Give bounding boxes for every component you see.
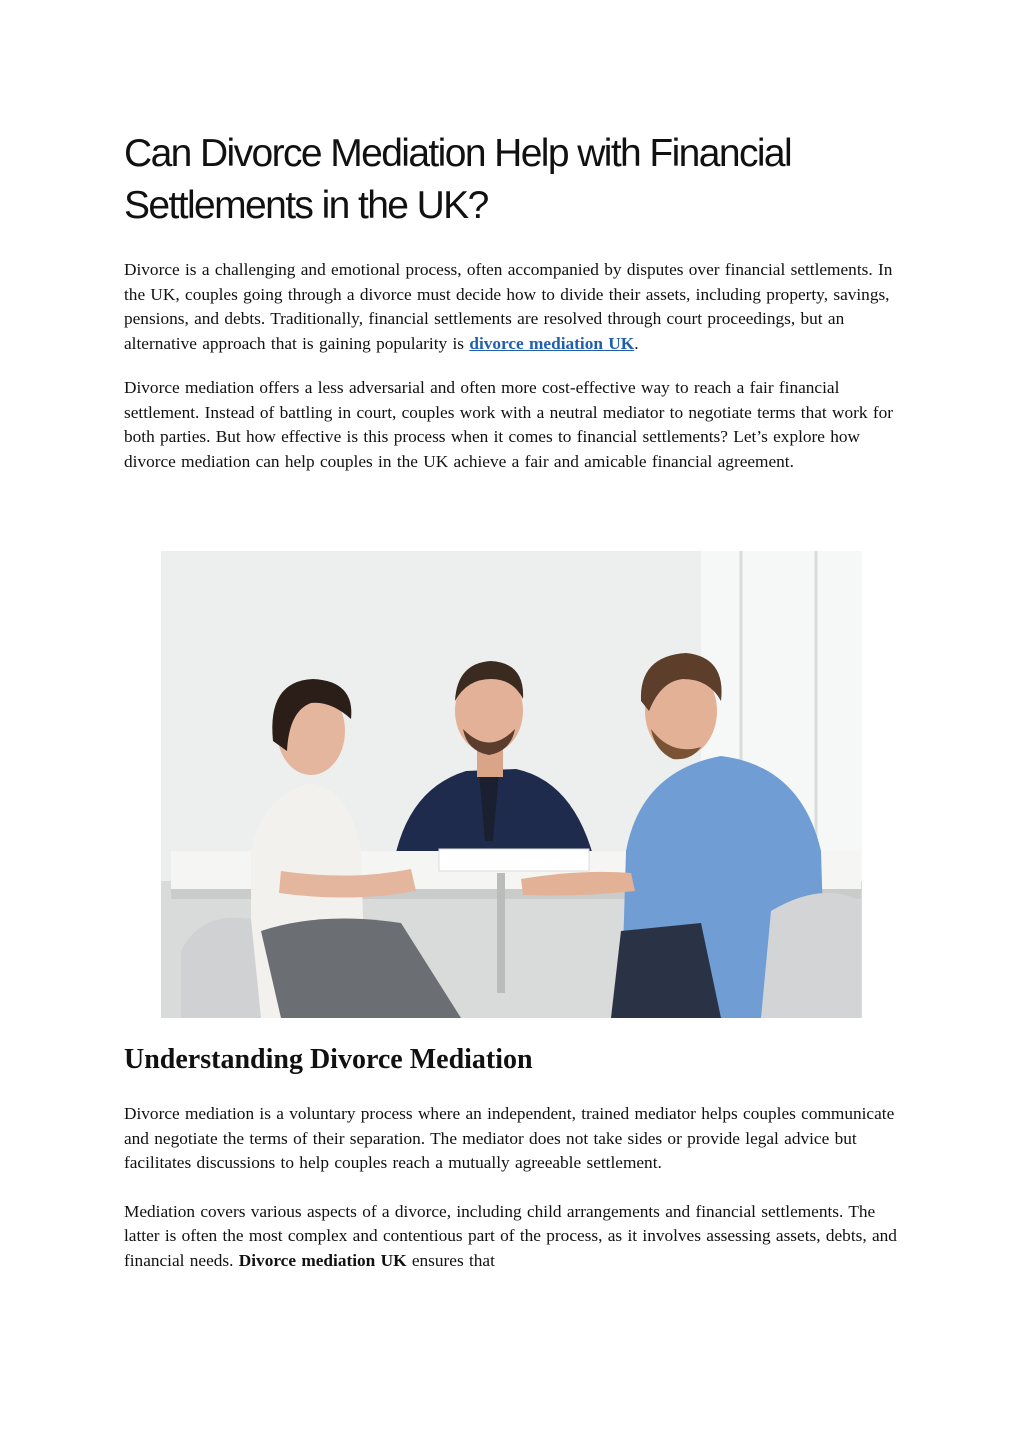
mediation-meeting-photo	[161, 551, 862, 1018]
intro-paragraph-1	[124, 258, 904, 356]
intro-paragraph-2: Divorce mediation offers a less adversarial and often more cost-effective way to reach a fair financial settlement. Instead of battling in court, couples work with a neutral mediator to negotiate terms that work for both parties. But how effective is this process when it comes to financial settlements? Let’s explore how divorce mediation can help couples in the UK achieve a fair and amicable financial agreement.	[124, 378, 894, 471]
intro-paragraph-1-end: .	[634, 333, 639, 353]
intro-paragraph-1-text: Divorce is a challenging and emotional process, often accompanied by disputes over financial settlements. In the UK, couples going through a divorce must decide how to divide their assets, including property, savings, pensions, and debts. Traditionally, financial settlements are resolved through court proceedings, but an alternative approach that is gaining popularity is	[124, 260, 893, 353]
divorce-mediation-uk-link[interactable]: divorce mediation UK	[469, 333, 635, 353]
article	[124, 128, 904, 496]
section-heading: Understanding Divorce Mediation	[124, 1044, 533, 1075]
section-paragraph-1: Divorce mediation is a voluntary process where an independent, trained mediator helps couples communicate and negotiate the terms of their separation. The mediator does not take sides or provide legal advice but facilitates discussions to help couples reach a mutually agreeable settlement.	[124, 1104, 895, 1172]
section-body	[124, 1102, 904, 1273]
section-paragraph-2	[124, 1200, 904, 1274]
article-title: Can Divorce Mediation Help with Financial Settlements in the UK?	[124, 132, 792, 227]
section-paragraph-2-text: Mediation covers various aspects of a divorce, including child arrangements and financial settlements. The latter is often the most complex and contentious part of the process, as it involves assessing assets, debts, and financial needs.	[124, 1201, 897, 1270]
mediation-meeting-illustration	[161, 551, 862, 1018]
section-paragraph-2-end: ensures that	[406, 1250, 495, 1270]
divorce-mediation-uk-bold: Divorce mediation UK	[238, 1250, 407, 1270]
